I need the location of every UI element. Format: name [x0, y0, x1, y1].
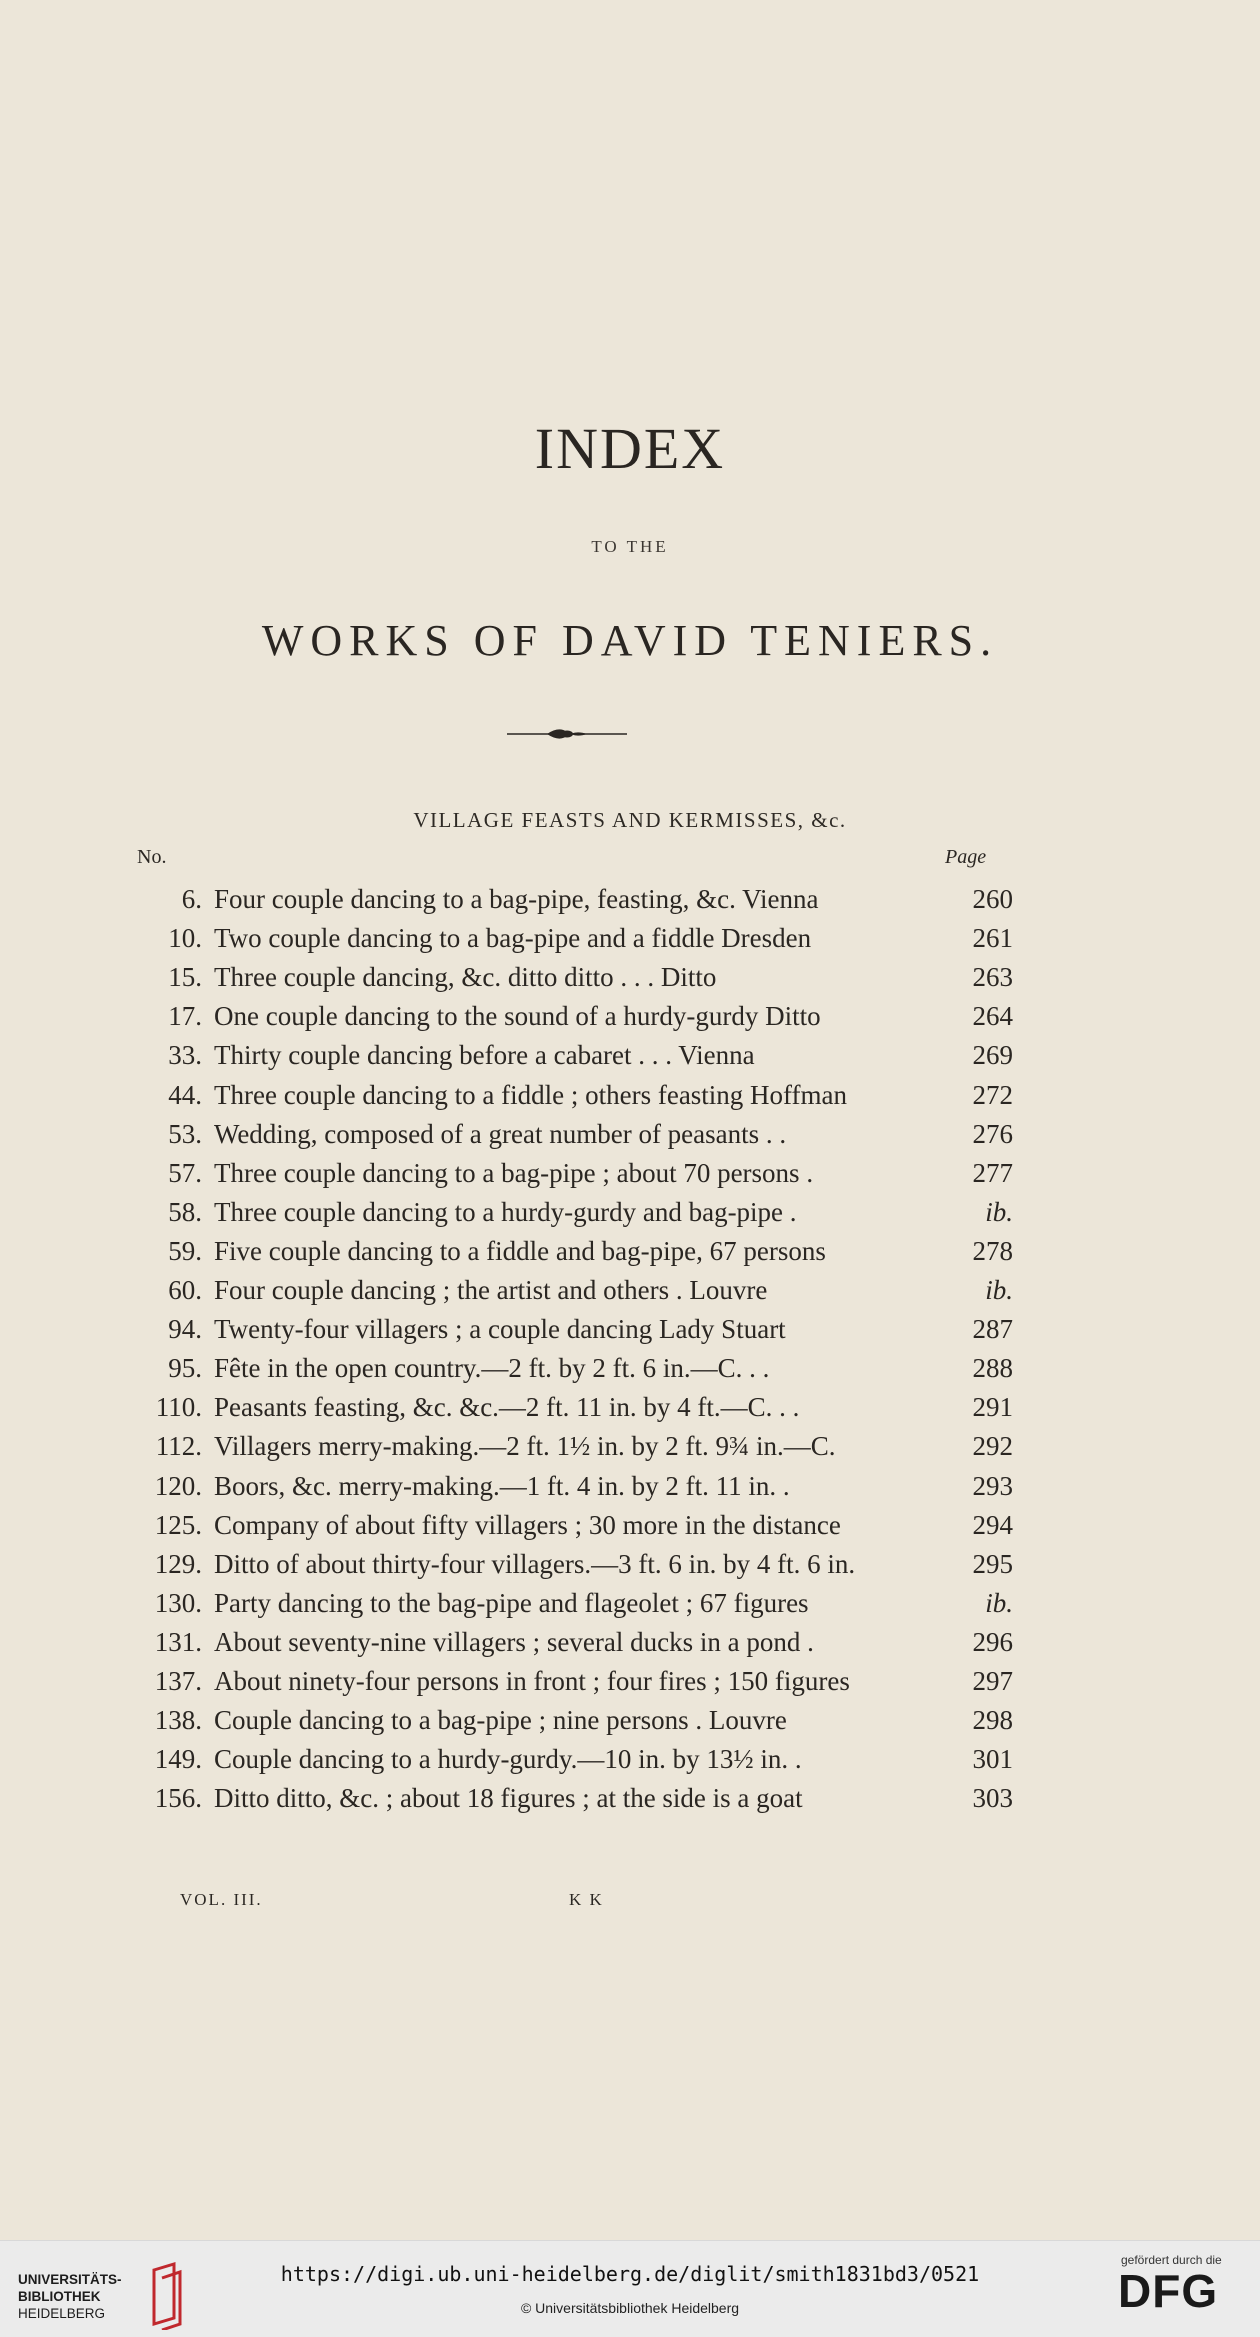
entry-page: 297: [972, 1666, 1013, 1696]
index-entry: [0, 1588, 1260, 1626]
index-entry: [0, 962, 1260, 1000]
index-entry: [0, 1353, 1260, 1391]
index-entry: [0, 1040, 1260, 1078]
entry-number: 137.: [154, 1666, 202, 1696]
entry-number: 58.: [168, 1196, 202, 1227]
entry-description: About ninety-four persons in front ; four fires ; 150 figures: [214, 1666, 850, 1696]
entry-description: About seventy-nine villagers ; several ducks in a pond .: [214, 1626, 814, 1657]
entry-description: Ditto ditto, &c. ; about 18 figures ; at the side is a goat: [214, 1783, 803, 1814]
index-entry: [0, 1314, 1260, 1352]
entry-description: Two couple dancing to a bag-pipe and a fiddle Dresden: [214, 923, 812, 954]
entry-description: Four couple dancing to a bag-pipe, feasting, &c. Vienna: [214, 884, 819, 914]
entry-page: ib.: [985, 1587, 1013, 1618]
index-entry: [0, 1627, 1260, 1665]
copyright-notice: © Universitätsbibliothek Heidelberg: [520, 2300, 740, 2316]
entry-number: 112.: [155, 1431, 202, 1462]
index-entry: [0, 1080, 1260, 1118]
entry-page: 303: [972, 1783, 1013, 1814]
index-entry: [0, 1431, 1260, 1469]
footer-volume: VOL. III.: [180, 1890, 263, 1909]
index-subtitle: TO THE: [591, 537, 669, 556]
dfg-logo: DFG: [1118, 2265, 1219, 2317]
entry-page: 263: [972, 962, 1013, 993]
entry-number: 125.: [154, 1509, 202, 1540]
index-entry: [0, 1158, 1260, 1196]
index-entry: [0, 1744, 1260, 1782]
entry-description: Thirty couple dancing before a cabaret . . . Vienna: [214, 1040, 755, 1071]
index-title: INDEX: [534, 416, 726, 481]
entry-description: Fête in the open country.—2 ft. by 2 ft. 6 in.—C. . .: [214, 1353, 770, 1384]
entry-number: 60.: [168, 1275, 202, 1305]
library-name-line3: HEIDELBERG: [18, 2306, 106, 2321]
entry-page: 291: [972, 1392, 1013, 1423]
permalink-url[interactable]: https://digi.ub.uni-heidelberg.de/diglit/smith1831bd3/0521: [280, 2262, 980, 2286]
entry-description: One couple dancing to the sound of a hurdy-gurdy Ditto: [214, 1001, 821, 1032]
entry-description: Couple dancing to a bag-pipe ; nine persons . Louvre: [214, 1705, 787, 1736]
entry-page: 294: [972, 1509, 1013, 1540]
entry-number: 120.: [154, 1470, 202, 1501]
entry-description: Villagers merry-making.—2 ft. 1½ in. by 2 ft. 9¾ in.—C.: [214, 1431, 836, 1462]
entry-description: Four couple dancing ; the artist and others . Louvre: [214, 1275, 768, 1305]
entry-description: Couple dancing to a hurdy-gurdy.—10 in. by 13½ in. .: [214, 1744, 802, 1775]
entry-description: Ditto of about thirty-four villagers.—3 ft. 6 in. by 4 ft. 6 in.: [214, 1548, 856, 1579]
entry-page: 293: [972, 1470, 1013, 1501]
entry-number: 110.: [155, 1392, 202, 1423]
entry-page: 296: [972, 1626, 1013, 1657]
index-entry: [0, 1236, 1260, 1274]
entry-page: 276: [972, 1118, 1013, 1149]
index-entry: [0, 1275, 1260, 1313]
entry-number: 129.: [154, 1548, 202, 1579]
index-entry: [0, 1666, 1260, 1704]
entry-page: 264: [972, 1001, 1013, 1032]
entry-number: 15.: [168, 962, 202, 993]
ornament-divider: [507, 722, 627, 746]
column-header-number: No.: [137, 846, 167, 868]
entry-page: 292: [972, 1431, 1013, 1462]
entry-number: 6.: [181, 884, 202, 914]
entry-page: 287: [972, 1314, 1013, 1345]
index-entry: [0, 1471, 1260, 1509]
entry-page: ib.: [985, 1275, 1013, 1305]
entry-page: 277: [972, 1157, 1013, 1188]
library-name-line1: UNIVERSITÄTS-: [18, 2272, 122, 2287]
entry-number: 17.: [168, 1001, 202, 1032]
index-entry: [0, 1119, 1260, 1157]
entry-description: Three couple dancing to a bag-pipe ; about 70 persons .: [214, 1157, 814, 1188]
entry-number: 95.: [168, 1353, 202, 1384]
index-entry: [0, 1197, 1260, 1235]
entry-page: 298: [972, 1705, 1013, 1736]
entry-description: Boors, &c. merry-making.—1 ft. 4 in. by 2 ft. 11 in. .: [214, 1470, 790, 1501]
entry-description: Wedding, composed of a great number of peasants . .: [214, 1118, 787, 1149]
entry-number: 57.: [168, 1157, 202, 1188]
index-entry: [0, 1392, 1260, 1430]
index-entry: [0, 923, 1260, 961]
entry-description: Three couple dancing to a hurdy-gurdy and bag-pipe .: [214, 1196, 797, 1227]
library-name-line2: BIBLIOTHEK: [18, 2289, 101, 2304]
entry-description: Three couple dancing, &c. ditto ditto . . . Ditto: [214, 962, 717, 993]
entry-page: 288: [972, 1353, 1013, 1384]
index-entry: [0, 1705, 1260, 1743]
index-entry: [0, 1783, 1260, 1821]
entry-number: 59.: [168, 1235, 202, 1266]
index-entry: [0, 1549, 1260, 1587]
footer-signature: K K: [569, 1890, 604, 1909]
entry-number: 131.: [154, 1626, 202, 1657]
entry-page: 272: [972, 1079, 1013, 1110]
entry-description: Twenty-four villagers ; a couple dancing Lady Stuart: [214, 1314, 786, 1345]
entry-number: 130.: [154, 1587, 202, 1618]
entry-description: Peasants feasting, &c. &c.—2 ft. 11 in. by 4 ft.—C. . .: [214, 1392, 800, 1423]
index-entry: [0, 1510, 1260, 1548]
entry-page: 278: [972, 1235, 1013, 1266]
entry-page: 269: [972, 1040, 1013, 1071]
entry-description: Three couple dancing to a fiddle ; others feasting Hoffman: [214, 1079, 848, 1110]
entry-page: 295: [972, 1548, 1013, 1579]
entry-number: 33.: [168, 1040, 202, 1071]
entry-number: 156.: [154, 1783, 202, 1814]
entry-page: 301: [972, 1744, 1013, 1775]
entry-page: ib.: [985, 1196, 1013, 1227]
section-heading: VILLAGE FEASTS AND KERMISSES, &c.: [413, 808, 847, 832]
entry-number: 53.: [168, 1118, 202, 1149]
entry-description: Party dancing to the bag-pipe and flageolet ; 67 figures: [214, 1587, 809, 1618]
entry-number: 94.: [168, 1314, 202, 1345]
entry-page: 261: [972, 923, 1013, 954]
entry-number: 138.: [154, 1705, 202, 1736]
entry-description: Company of about fifty villagers ; 30 more in the distance: [214, 1509, 841, 1540]
work-title: WORKS OF DAVID TENIERS.: [261, 616, 999, 665]
index-entry: [0, 884, 1260, 922]
index-entry: [0, 1001, 1260, 1039]
entry-description: Five couple dancing to a fiddle and bag-pipe, 67 persons: [214, 1235, 826, 1266]
entry-number: 149.: [154, 1744, 202, 1775]
entry-number: 44.: [168, 1079, 202, 1110]
entry-number: 10.: [168, 923, 202, 954]
column-header-page: Page: [945, 846, 987, 868]
funding-label: gefördert durch die: [1121, 2253, 1222, 2267]
entry-page: 260: [972, 884, 1013, 914]
